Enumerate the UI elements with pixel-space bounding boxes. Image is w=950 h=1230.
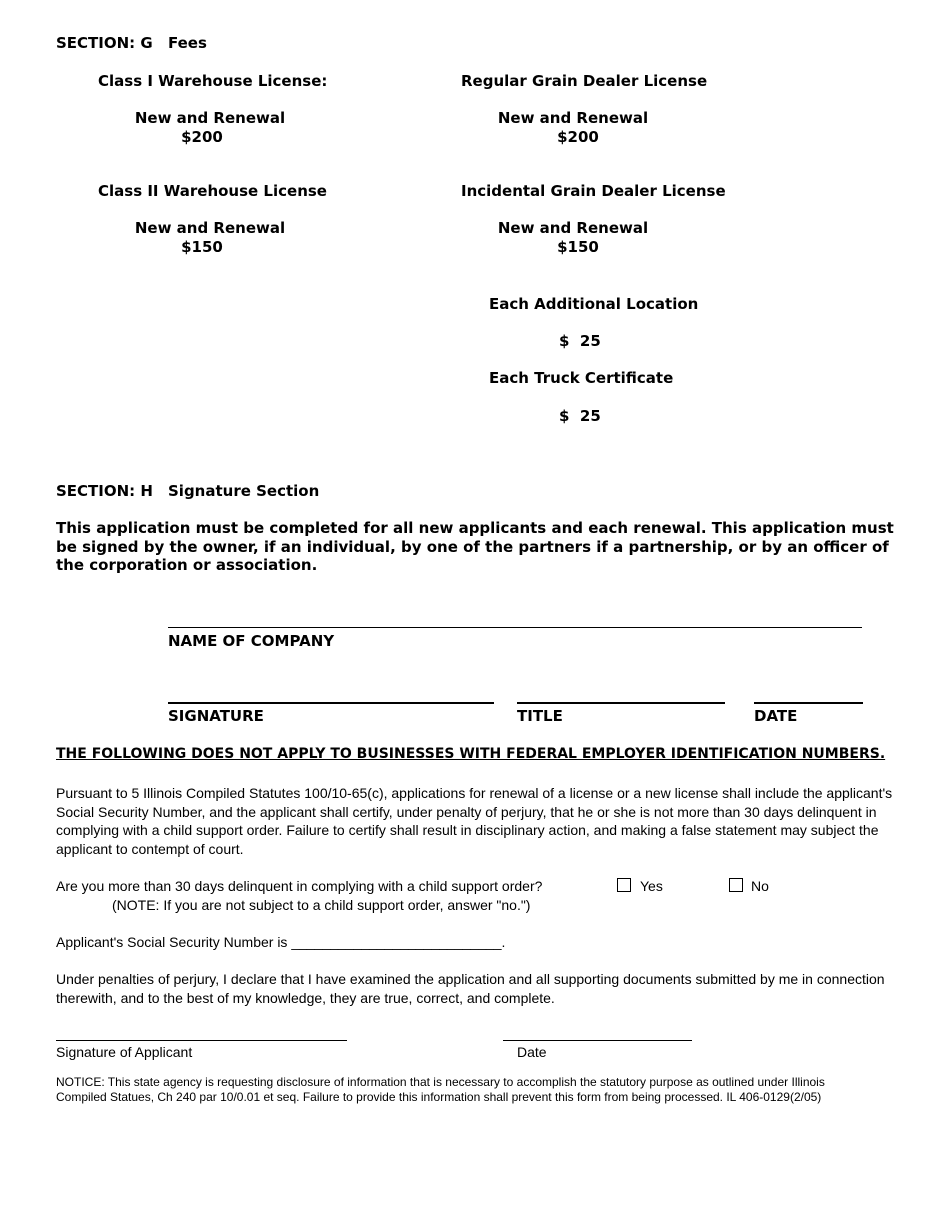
class1-title: Class I Warehouse License: [98, 72, 328, 90]
perjury-paragraph: Under penalties of perjury, I declare that I have examined the application and all supporting documents submitted by me in connection therewith, and to the best of my knowledge, they are true, correct, and complete. [56, 971, 885, 1006]
applicant-date-line[interactable] [503, 1040, 692, 1041]
truck-certificate-title: Each Truck Certificate [489, 369, 674, 387]
notice-line-1: NOTICE: This state agency is requesting disclosure of information that is necessary to accomplish the statutory purpose as outlined under Illinois [56, 1075, 825, 1089]
applicant-signature-line[interactable] [56, 1040, 347, 1041]
signature-label: SIGNATURE [168, 707, 264, 725]
additional-location-fee: $ 25 [559, 332, 601, 350]
section-h-label: SECTION: H [56, 482, 153, 500]
regular-line1: New and Renewal [497, 109, 649, 127]
regular-fee: $200 [557, 128, 599, 146]
child-support-note: (NOTE: If you are not subject to a child support order, answer "no.") [112, 897, 531, 913]
child-support-question: Are you more than 30 days delinquent in complying with a child support order? [56, 878, 543, 894]
yes-label: Yes [640, 878, 663, 894]
title-label: TITLE [517, 707, 563, 725]
date-label: DATE [754, 707, 798, 725]
signature-line[interactable] [168, 702, 494, 704]
name-of-company-label: NAME OF COMPANY [168, 632, 335, 650]
applicant-date-label: Date [517, 1044, 547, 1060]
class2-line1: New and Renewal [134, 219, 286, 237]
date-line[interactable] [754, 702, 863, 704]
truck-certificate-fee: $ 25 [559, 407, 601, 425]
class1-fee: $200 [181, 128, 223, 146]
yes-checkbox[interactable] [617, 878, 631, 892]
section-g-label: SECTION: G [56, 34, 153, 52]
company-name-line[interactable] [168, 627, 862, 628]
applicant-signature-label: Signature of Applicant [56, 1044, 193, 1060]
incidental-title: Incidental Grain Dealer License [461, 182, 726, 200]
class1-line1: New and Renewal [134, 109, 286, 127]
no-label: No [751, 878, 769, 894]
statute-paragraph: Pursuant to 5 Illinois Compiled Statutes 100/10-65(c), applications for renewal of a license or a new license shall include the applicant's Social Security Number, and the applicant shall certify, under penalty of perjury, that he or she is not more than 30 days delinquent in complying with a child support order. Failure to certify shall result in disciplinary action, and making a false statement may subject the applicant to contempt of court. [56, 785, 893, 857]
section-h-intro: This application must be completed for all new applicants and each renewal. This application must be signed by the owner, if an individual, by one of the partners if a partnership, or by an officer of the corporation or association. [56, 519, 894, 574]
section-g-title: Fees [168, 34, 207, 52]
fein-notice: THE FOLLOWING DOES NOT APPLY TO BUSINESSES WITH FEDERAL EMPLOYER IDENTIFICATION NUMBERS. [56, 746, 886, 762]
additional-location-title: Each Additional Location [489, 295, 699, 313]
section-h-title: Signature Section [168, 482, 320, 500]
notice-line-2: Compiled Statues, Ch 240 par 10/0.01 et seq. Failure to provide this information shall prevent this form from being processed. IL 406-0129(2/05) [56, 1090, 822, 1104]
regular-title: Regular Grain Dealer License [461, 72, 708, 90]
no-checkbox[interactable] [729, 878, 743, 892]
ssn-field[interactable]: Applicant's Social Security Number is ___________________________. [56, 934, 506, 950]
class2-fee: $150 [181, 238, 223, 256]
incidental-line1: New and Renewal [497, 219, 649, 237]
incidental-fee: $150 [557, 238, 599, 256]
title-line[interactable] [517, 702, 725, 704]
class2-title: Class II Warehouse License [98, 182, 327, 200]
